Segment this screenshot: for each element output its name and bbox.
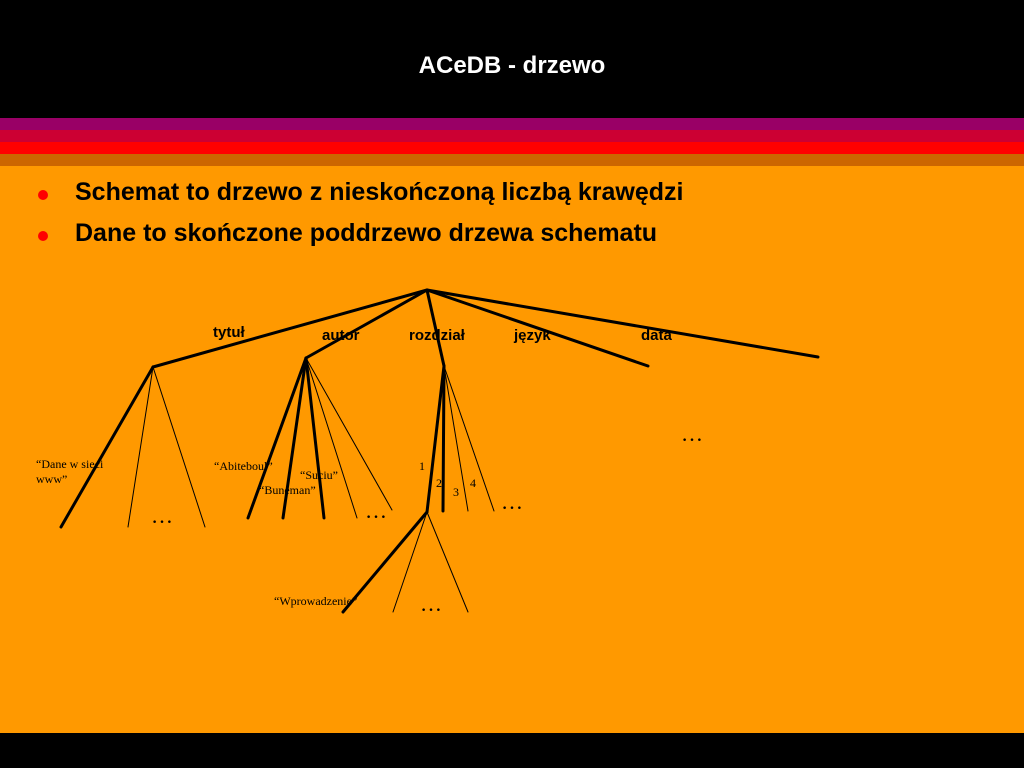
ellipsis-data: … [681,421,703,446]
ellipsis-tytul: … [151,503,173,528]
leaf-label-buneman: “Buneman” [259,483,316,497]
edge-label-rozdzial: rozdział [409,327,465,344]
leaf-label-abiteboul: “Abiteboul” [214,459,273,473]
footer-bar [0,733,1024,768]
edge-label-autor: autor [322,327,360,344]
edge-tytul [153,290,427,367]
ellipsis-rozdzial: … [501,489,523,514]
bullet-text: Schemat to drzewo z nieskończoną liczbą krawędzi [75,178,684,206]
leaf-label-tytul-value-line2: www” [36,472,68,486]
chapter-number-2: 2 [436,476,442,490]
ellipsis-autor: … [365,498,387,523]
edge-autor [306,290,427,358]
edge-autor-thin-2 [306,358,392,510]
leaf-label-tytul-value-text: “Dane w sieci [36,457,104,471]
edge-label-tytul: tytuł [213,324,245,341]
bullet-text: Dane to skończone poddrzewo drzewa schematu [75,219,658,247]
chapter-number-1: 1 [419,459,425,473]
edge-tytul-value [61,367,153,527]
slide-title: ACeDB - drzewo [418,52,606,79]
edge-rozdzial-1 [427,366,444,512]
edge-label-jezyk: język [514,327,551,344]
edge-rozdzial-thin-4 [444,366,494,511]
leaf-label-tytul-value [36,457,106,486]
chapter-number-3: 3 [453,485,459,499]
edge-rozdzial-2 [443,366,444,511]
leaf-label-suciu: “Suciu” [300,468,338,482]
ellipsis-chapter: … [420,591,442,616]
edge-data [427,290,818,357]
chapter-number-4: 4 [470,476,476,490]
edge-label-data: data [641,327,672,344]
leaf-label-wprowadzenie: “Wprowadzenie” [274,594,358,608]
